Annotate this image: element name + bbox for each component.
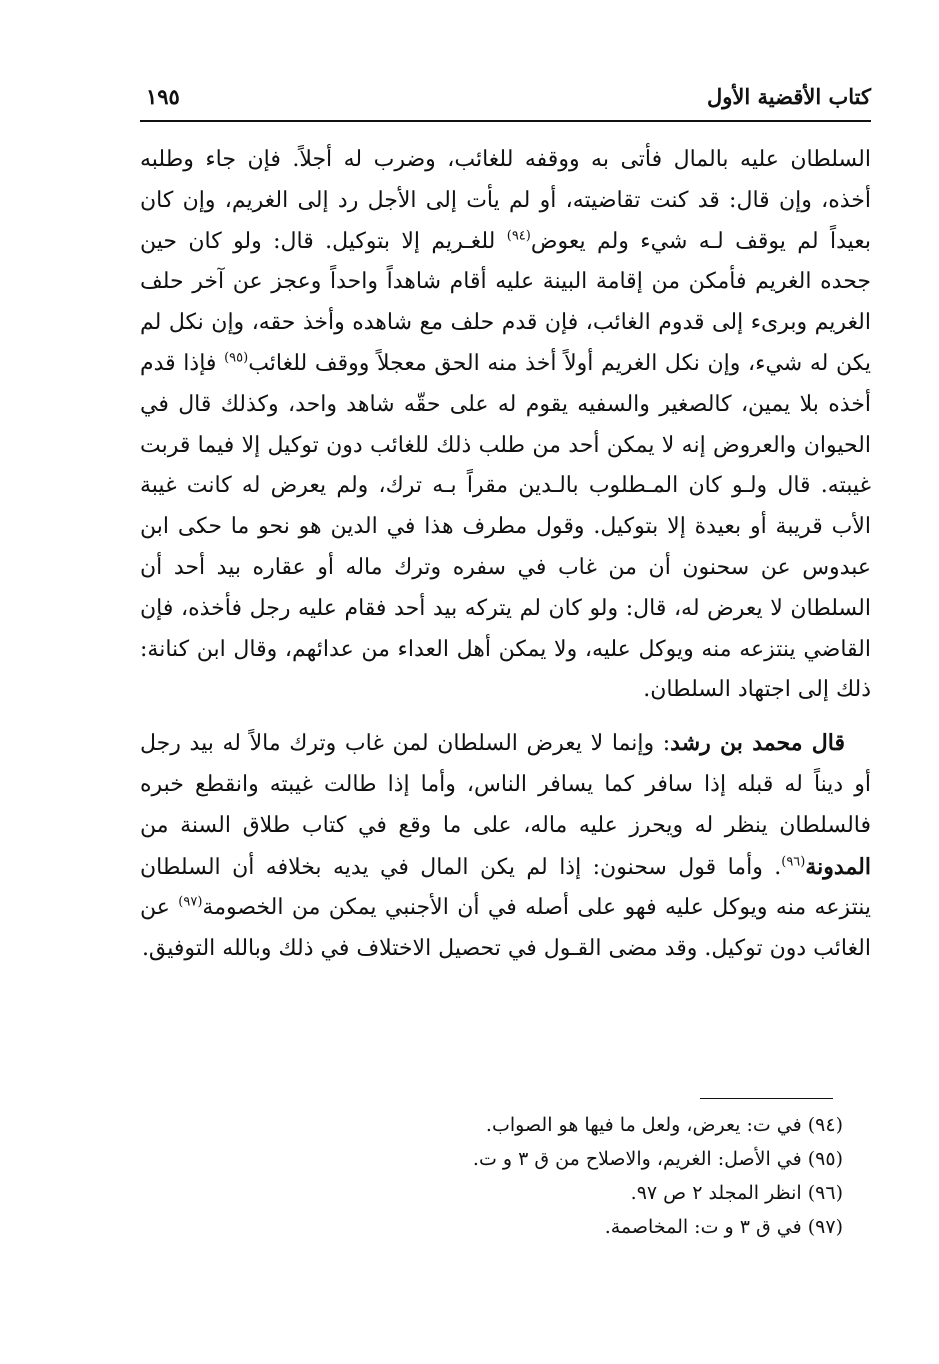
running-title: كتاب الأقضية الأول [707,84,871,109]
paragraph-1 [140,140,871,711]
paragraph-2-part-2: . وأما قول سحنون: إذا لم يكن المال في يديه بخلافه أن السلطان ينتزعه منه ويوكل عليه فهو على أصله في أن الأجنبي يمكن من الخصومة [140,854,871,921]
footnote-marker-97: (٩٧) [178,895,203,911]
main-text [140,140,871,970]
footnote-divider [700,1098,833,1099]
paragraph-1-part-3: فإذا قدم أخذه بلا يمين، كالصغير والسفيه يقوم له على حقّه شاهد واحد، وكذلك قال في الحيوان والعروض إنه لا يمكن أحد من طلب ذلك للغائب دون توكيل إلا فيما قربت غيبته. قال ولـو كان المـطلوب بالـدين مقراً بـه ترك، ولم يعرض له كانت غيبة الأب قريبة أو بعيدة إلا بتوكيل. وقول مطرف هذا في الدين هو نحو ما حكى ابن عبدوس عن سحنون أن من غاب في سفره وترك ماله أو عقاره بيد أحد أن السلطان لا يعرض له، قال: ولو كان لم يتركه بيد أحد فقام عليه رجل فأخذه، فإن القاضي ينتزعه منه ويوكل عليه، ولا يمكن أهل العداء من عدائهم، وقال ابن كنانة: ذلك إلى اجتهاد السلطان. [140,350,871,703]
paragraph-2-lead: قال محمد بن رشد [670,730,845,757]
footnote-marker-96: (٩٦) [781,854,806,870]
footnote-marker-95: (٩٥) [224,350,249,366]
paragraph-1-part-2: للغـريم إلا بتوكيل. قال: ولو كان حين جحده الغريم فأمكن من إقامة البينة عليه أقام شاهداً واحداً وعجز عن آخر حلف الغريم وبرىء إلى قدوم الغائب، فإن قدم حلف مع شاهده وأخذ حقه، وإن نكل لم يكن له شيء، وإن نكل الغريم أولاً أخذ منه الحق معجلاً ووقف للغائب [140,228,871,376]
footnotes [140,1108,843,1244]
paragraph-2 [140,723,871,970]
paragraph-1-part-1: السلطان عليه بالمال فأتى به ووقفه للغائب، وضرب له أجلاً. فإن جاء وطلبه أخذه، وإن قال: قد كنت تقاضيته، أو لم يأت إلى الأجل رد إلى الغريم، وإن كان بعيداً لم يوقف لـه شيء ولم يعوض [140,147,871,254]
footnote-96: (٩٦) انظر المجلد ٢ ص ٩٧. [630,1182,843,1204]
book-title: المدونة [805,853,871,880]
running-header [140,84,871,122]
page-number: ١٩٥ [146,84,180,109]
footnote-95: (٩٥) في الأصل: الغريم، والاصلاح من ق ٣ و ت. [472,1148,843,1170]
footnote-97: (٩٧) في ق ٣ و ت: المخاصمة. [604,1216,843,1238]
paragraph-2-part-1: : وإنما لا يعرض السلطان لمن غاب وترك مالاً له بيد رجل أو ديناً له قبله إذا سافر كما يسافر الناس، وأما إذا طالت غيبته وانقطع خبره فالسلطان ينظر له ويحرز عليه ماله، على ما وقع في كتاب طلاق السنة من [140,731,871,838]
footnote-94: (٩٤) في ت: يعرض، ولعل ما فيها هو الصواب. [485,1114,843,1136]
paragraph-2-part-3: عن الغائب دون توكيل. وقد مضى القـول في تحصيل الاختلاف في ذلك وبالله التوفيق. [140,895,871,962]
footnote-marker-94: (٩٤) [506,228,531,244]
